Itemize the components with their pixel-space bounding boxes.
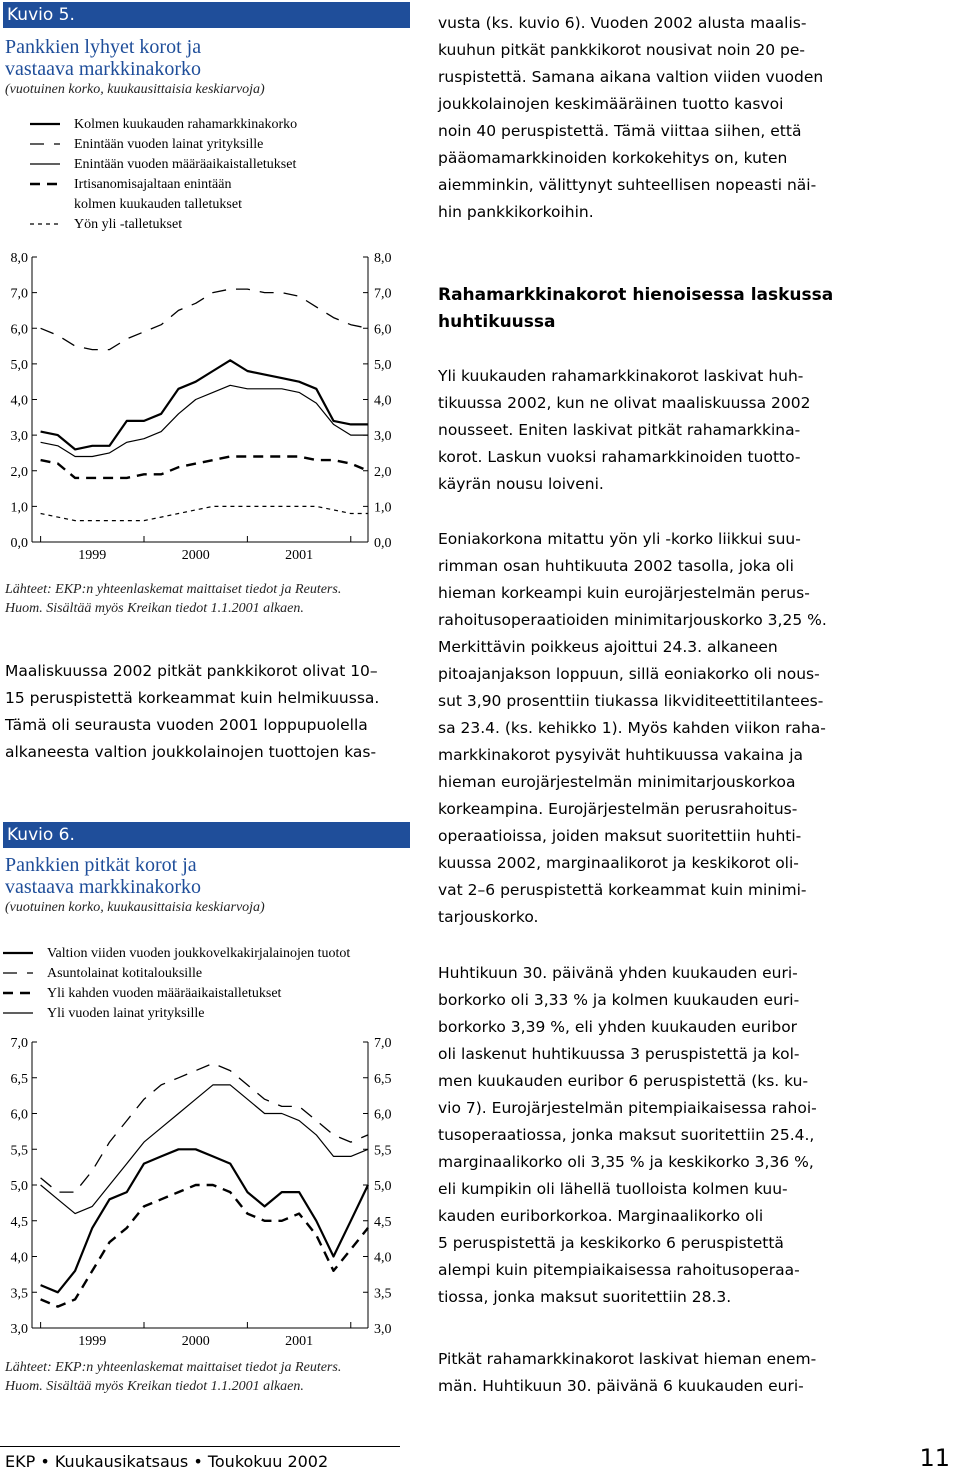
y-tick-label-left: 2,0: [10, 464, 28, 480]
right-paragraph-5: [438, 1346, 843, 1400]
paragraph-line: oli laskenut huhtikuussa 3 peruspistettä ja kol-: [438, 1045, 800, 1063]
paragraph-line: kuuhun pitkät pankkikorot nousivat noin 20 pe-: [438, 41, 805, 59]
figure5-subtitle: (vuotuinen korko, kuukausittaisia keskiarvoja): [5, 82, 265, 97]
footer-rule: [0, 1446, 400, 1447]
figure5-title-line1: Pankkien lyhyet korot ja: [5, 36, 202, 58]
figure5-legend: [30, 115, 297, 235]
paragraph-line: borkorko 3,39 %, eli yhden kuukauden euribor: [438, 1018, 798, 1036]
paragraph-line: hin pankkikorkoihin.: [438, 203, 594, 221]
paragraph-line: tarjouskorko.: [438, 908, 539, 926]
y-tick-label-left: 4,0: [10, 1250, 28, 1266]
paragraph-line: Yli kuukauden rahamarkkinakorot laskivat huh-: [438, 367, 804, 385]
paragraph-line: ruspistettä. Samana aikana valtion viiden vuoden: [438, 68, 824, 86]
paragraph-line: men kuukauden euribor 6 peruspistettä (ks. ku-: [438, 1072, 809, 1090]
section-heading: [438, 282, 858, 336]
legend-label: Enintään vuoden lainat yrityksille: [74, 137, 264, 152]
legend-label: Valtion viiden vuoden joukkovelkakirjalainojen tuotot: [47, 946, 351, 961]
x-tick-label: 2000: [181, 548, 210, 563]
series-line: [41, 360, 368, 449]
x-tick-label: 2001: [285, 548, 314, 563]
paragraph-line: vio 7). Eurojärjestelmän pitempiaikaisessa rahoi-: [438, 1099, 817, 1117]
paragraph-line: sut 3,90 prosenttiin tiukassa likviditeettitilantees-: [438, 692, 824, 710]
y-tick-label-left: 6,0: [10, 322, 28, 338]
legend-label: Yli vuoden lainat yrityksille: [47, 1006, 205, 1021]
page-number: 11: [919, 1444, 950, 1472]
y-tick-label-left: 7,0: [10, 286, 28, 302]
paragraph-line: tikuussa 2002, kun ne olivat maaliskuussa 2002: [438, 394, 811, 412]
legend-swatch: [30, 141, 60, 147]
series-line: [41, 289, 368, 350]
y-tick-label-left: 5,5: [10, 1143, 28, 1159]
paragraph-line: sa 23.4. (ks. kehikko 1). Myös kahden viikon raha-: [438, 719, 826, 737]
x-tick-label: 2000: [181, 1334, 210, 1349]
footer-text: EKP • Kuukausikatsaus • Toukokuu 2002: [5, 1452, 329, 1471]
legend-item: [30, 115, 297, 135]
paragraph-line: kauden euriborkorkoa. Marginaalikorko oli: [438, 1207, 764, 1225]
section-heading-line: huhtikuussa: [438, 312, 556, 332]
legend-swatch: [30, 201, 60, 207]
right-paragraph-2: [438, 363, 843, 498]
section-heading-line: Rahamarkkinakorot hienoisessa laskussa: [438, 285, 834, 305]
legend-label: Enintään vuoden määräaikaistalletukset: [74, 157, 297, 172]
legend-label: Yli kahden vuoden määräaikaistalletukset: [47, 986, 282, 1001]
paragraph-line: markkinakorot pysyivät huhtikuussa vakaina ja: [438, 746, 804, 764]
series-line: [41, 457, 368, 478]
y-tick-label-left: 1,0: [10, 500, 28, 516]
x-tick-label: 1999: [78, 1334, 107, 1349]
legend-item: [30, 135, 297, 155]
legend-swatch: [3, 1010, 33, 1016]
figure5-chart: [0, 240, 420, 570]
paragraph-line: borkorko oli 3,33 % ja kolmen kuukauden euri-: [438, 991, 800, 1009]
y-tick-label-right: 7,0: [374, 286, 392, 302]
figure5-note: Huom. Sisältää myös Kreikan tiedot 1.1.2001 alkaen.: [5, 601, 304, 616]
left-paragraph-line: 15 peruspistettä korkeammat kuin helmikuussa.: [5, 689, 380, 707]
paragraph-line: hieman korkeampi kuin eurojärjestelmän perus-: [438, 584, 810, 602]
y-tick-label-right: 6,0: [374, 322, 392, 338]
legend-item: [30, 175, 297, 195]
y-tick-label-right: 5,0: [374, 357, 392, 373]
figure5-source: Lähteet: EKP:n yhteenlaskemat maittaiset tiedot ja Reuters.: [5, 582, 342, 597]
legend-item: [3, 1004, 350, 1024]
paragraph-line: noin 40 peruspistettä. Tämä viittaa siihen, että: [438, 122, 802, 140]
paragraph-line: tiossa, jonka maksut suoritettiin 28.3.: [438, 1288, 732, 1306]
left-paragraph-line: Tämä oli seurausta vuoden 2001 loppupuolella: [5, 716, 368, 734]
x-tick-label: 2001: [285, 1334, 314, 1349]
figure5-title-line2: vastaava markkinakorko: [5, 58, 202, 80]
legend-swatch: [30, 221, 60, 227]
series-line: [41, 1085, 368, 1214]
legend-item: [30, 215, 297, 235]
y-tick-label-right: 4,5: [374, 1214, 392, 1230]
figure5-label: Kuvio 5.: [3, 2, 410, 28]
legend-label: Yön yli -talletukset: [74, 217, 183, 232]
left-paragraph-line: Maaliskuussa 2002 pitkät pankkikorot olivat 10–: [5, 662, 378, 680]
paragraph-line: kuussa 2002, marginaalikorot ja keskikorot oli-: [438, 854, 799, 872]
y-tick-label-left: 3,0: [10, 1322, 28, 1337]
figure6-subtitle: (vuotuinen korko, kuukausittaisia keskiarvoja): [5, 900, 265, 915]
y-tick-label-left: 6,0: [10, 1107, 28, 1123]
paragraph-line: vat 2–6 peruspistettä korkeammat kuin minimi-: [438, 881, 807, 899]
y-tick-label-right: 5,0: [374, 1179, 392, 1194]
paragraph-line: alempi kuin pitempiaikaisessa rahoitusoperaa-: [438, 1261, 800, 1279]
paragraph-line: rahoitusoperaatioiden minimitarjouskorko 3,25 %.: [438, 611, 827, 629]
legend-swatch: [3, 970, 33, 976]
y-tick-label-right: 7,0: [374, 1036, 392, 1051]
paragraph-line: aiemminkin, välittynyt suhteellisen nopeasti näi-: [438, 176, 817, 194]
figure6-source: Lähteet: EKP:n yhteenlaskemat maittaiset tiedot ja Reuters.: [5, 1360, 342, 1375]
y-tick-label-right: 4,0: [374, 1250, 392, 1266]
y-tick-label-right: 3,0: [374, 429, 392, 445]
paragraph-line: hieman eurojärjestelmän minimitarjouskorkoa: [438, 773, 796, 791]
y-tick-label-left: 5,0: [10, 357, 28, 373]
legend-label: Irtisanomisajaltaan enintään: [74, 177, 232, 192]
paragraph-line: Pitkät rahamarkkinakorot laskivat hieman enem-: [438, 1350, 817, 1368]
paragraph-line: rimman osan huhtikuuta 2002 tasolla, joka oli: [438, 557, 794, 575]
series-line: [41, 1063, 368, 1192]
series-line: [41, 1149, 368, 1292]
legend-label: Kolmen kuukauden rahamarkkinakorko: [74, 117, 298, 132]
figure6-title-line2: vastaava markkinakorko: [5, 876, 202, 898]
paragraph-line: korkeampina. Eurojärjestelmän perusrahoitus-: [438, 800, 798, 818]
y-tick-label-right: 4,0: [374, 393, 392, 409]
figure6-legend: [3, 944, 350, 1024]
paragraph-line: tusoperaatiossa, jonka maksut suoritettiin 25.4.,: [438, 1126, 815, 1144]
paragraph-line: operaatioissa, joiden maksut suoritettiin huhti-: [438, 827, 802, 845]
figure6-label: Kuvio 6.: [3, 822, 410, 848]
y-tick-label-left: 6,5: [10, 1071, 28, 1087]
y-tick-label-right: 3,5: [374, 1286, 392, 1302]
y-tick-label-left: 3,0: [10, 429, 28, 445]
paragraph-line: män. Huhtikuun 30. päivänä 6 kuukauden euri-: [438, 1377, 804, 1395]
right-paragraph-3: [438, 526, 843, 931]
y-tick-label-left: 5,0: [10, 1179, 28, 1194]
legend-swatch: [3, 990, 33, 996]
legend-label: kolmen kuukauden talletukset: [74, 197, 242, 212]
left-paragraph: [5, 658, 410, 766]
figure6-chart: [0, 1028, 420, 1353]
y-tick-label-right: 5,5: [374, 1143, 392, 1159]
legend-swatch: [30, 181, 60, 187]
paragraph-line: 5 peruspistettä ja keskikorko 6 peruspistettä: [438, 1234, 784, 1252]
paragraph-line: vusta (ks. kuvio 6). Vuoden 2002 alusta maalis-: [438, 14, 807, 32]
legend-swatch: [30, 161, 60, 167]
legend-swatch: [3, 950, 33, 956]
right-paragraph-1: [438, 10, 843, 226]
series-line: [41, 506, 368, 520]
legend-label: Asuntolainat kotitalouksille: [47, 966, 203, 981]
legend-item: [3, 944, 350, 964]
y-tick-label-right: 1,0: [374, 500, 392, 516]
legend-item: [3, 984, 350, 1004]
y-tick-label-right: 8,0: [374, 251, 392, 266]
legend-item: [30, 155, 297, 175]
series-line: [41, 1185, 368, 1307]
figure6-title-line1: Pankkien pitkät korot ja: [5, 854, 197, 876]
paragraph-line: pitoajanjakson loppuun, sillä eoniakorko oli nous-: [438, 665, 820, 683]
right-paragraph-4: [438, 960, 843, 1311]
y-tick-label-right: 2,0: [374, 464, 392, 480]
legend-item: [3, 964, 350, 984]
y-tick-label-right: 6,0: [374, 1107, 392, 1123]
paragraph-line: käyrän nousu loiveni.: [438, 475, 604, 493]
paragraph-line: Eoniakorkona mitattu yön yli -korko liikkui suu-: [438, 530, 801, 548]
y-tick-label-left: 0,0: [10, 536, 28, 551]
paragraph-line: marginaalikorko oli 3,35 % ja keskikorko 3,36 %,: [438, 1153, 814, 1171]
legend-item: [30, 195, 297, 215]
paragraph-line: Merkittävin poikkeus ajoittui 24.3. alkaneen: [438, 638, 778, 656]
y-tick-label-left: 8,0: [10, 251, 28, 266]
paragraph-line: eli kumpikin oli lähellä tuolloista kolmen kuu-: [438, 1180, 788, 1198]
paragraph-line: joukkolainojen keskimääräinen tuotto kasvoi: [438, 95, 784, 113]
legend-swatch: [30, 121, 60, 127]
paragraph-line: korot. Laskun vuoksi rahamarkkinoiden tuotto-: [438, 448, 801, 466]
paragraph-line: pääomamarkkinoiden korkokehitys on, kuten: [438, 149, 788, 167]
paragraph-line: nousseet. Eniten laskivat pitkät rahamarkkina-: [438, 421, 801, 439]
y-tick-label-left: 4,0: [10, 393, 28, 409]
paragraph-line: Huhtikuun 30. päivänä yhden kuukauden euri-: [438, 964, 798, 982]
y-tick-label-left: 3,5: [10, 1286, 28, 1302]
y-tick-label-right: 0,0: [374, 536, 392, 551]
y-tick-label-left: 4,5: [10, 1214, 28, 1230]
y-tick-label-right: 6,5: [374, 1071, 392, 1087]
left-paragraph-line: alkaneesta valtion joukkolainojen tuottojen kas-: [5, 743, 377, 761]
figure6-note: Huom. Sisältää myös Kreikan tiedot 1.1.2001 alkaen.: [5, 1379, 304, 1394]
x-tick-label: 1999: [78, 548, 107, 563]
y-tick-label-left: 7,0: [10, 1036, 28, 1051]
y-tick-label-right: 3,0: [374, 1322, 392, 1337]
